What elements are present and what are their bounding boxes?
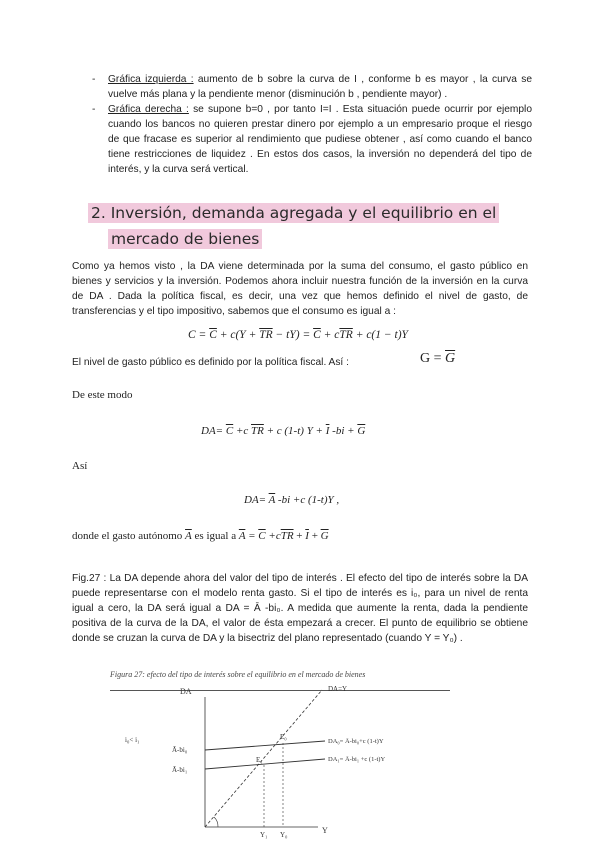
- paragraph-public-spending: El nivel de gasto público es definido por la política fiscal. Así :: [72, 357, 349, 368]
- bullet-dash: -: [92, 74, 96, 85]
- bullet-text: se supone b=0 , por tanto I=I . Esta situación puede ocurrir por ejemplo cuando los bancos no quieren prestar dinero por ejemplo a un empresario proque el riesgo de que fracase es superior al rendimiento que pudiese obtener , así como cuando el banco tiene restricciones de liquidez . En estos dos casos, la inversión no dependerá del tipo de interés, y la curva será vertical.: [108, 104, 532, 175]
- paragraph-intro: Como ya hemos visto , la DA viene determinada por la suma del consumo, el gasto público en bienes y servicios y la inversión. Podemos ahora incluir nuestra función de la inversión en la curva de DA . Dada la política fiscal, es decir, una vez que hemos definido el nivel de gasto, de transferencias y el tipo impositivo, sabemos que el consumo es igual a :: [72, 261, 528, 317]
- y0-tick-label: Y₀: [280, 831, 288, 839]
- equation-consumption: $C = \overline{C} + c(Y + \overline{TR} - tY) = \overline{C} + c\overline{TR} + c(1 - t)Y$: [188, 329, 408, 341]
- x-axis-label: Y: [322, 826, 328, 835]
- angle-arc: [214, 817, 218, 827]
- text-asi: Así: [72, 460, 88, 472]
- da1-label: DA₁= Ā-bi₁ +c (1-t)Y: [328, 756, 386, 763]
- y-axis-label: DA: [180, 687, 192, 696]
- intercept-a1-label: Ā-bi₁: [172, 766, 188, 774]
- equation-da-compact: $DA= \overline{A}$ -bi +c (1-t)Y ,: [244, 494, 340, 506]
- da0-label: DA₀= Ā-bi₀+c (1-t)Y: [328, 738, 384, 745]
- equation-da-expanded: $DA= \overline{C} +c$ $\overline{TR} + c$ (1-t) $Y + \overline{I}$ $-bi + \overline{G}$: [201, 425, 366, 437]
- y1-tick-label: Y₁: [260, 831, 268, 839]
- da1-line: [205, 759, 325, 769]
- paragraph-fig27: Fig.27 : La DA depende ahora del valor del tipo de interés . El efecto del tipo de interés sobre la DA puede representarse con el modelo renta gasto. Si el tipo de interés es i₀, para un nivel de renta igual a cero, la DA será igual a DA = Ā -bi₀. A medida que aumente la renta, dada la pendiente positiva de la curva de la DA, el valor de ésta empezará a crecer. El punto de equilibrio se obtiene donde se cruzan la curva de DA y la bisectriz del plano representado (cuando Y = Y₀) .: [72, 573, 528, 644]
- bullet-title: Gráfica derecha :: [108, 104, 189, 115]
- da-y-label: DA=Y: [328, 685, 348, 693]
- text-gasto-autonomo: donde el gasto autónomo $\overline{A}$ es igual a $\overline{A} = \overline{C} +c\overline{TR} + \overline{I} + \overline{G}$: [72, 530, 329, 542]
- heading-line-1: 2. Inversión, demanda agregada y el equilibrio en el: [88, 203, 499, 223]
- bullet-text: aumento de b sobre la curva de I , conforme b es mayor , la curva se vuelve más plana y la pendiente menor (disminución b , pendiente mayor) .: [108, 74, 532, 100]
- da0-line: [205, 741, 325, 750]
- figure-caption: Figura 27: efecto del tipo de interés sobre el equilibrio en el mercado de bienes: [110, 670, 366, 679]
- da-y-line: [205, 690, 322, 827]
- equilibrium-e0-label: E₀: [280, 733, 287, 741]
- intercept-a0-label: Ā-bi₀: [172, 746, 188, 754]
- equation-government: $G = \overline{G}$: [420, 351, 456, 366]
- interest-label: i₀< i₁: [125, 736, 140, 744]
- equilibrium-e1-label: E₁: [256, 756, 263, 764]
- text-de-este-modo: De este modo: [72, 389, 133, 401]
- bullet-dash: -: [92, 104, 96, 115]
- bullet-title: Gráfica izquierda :: [108, 74, 194, 85]
- heading-line-2: mercado de bienes: [108, 229, 262, 249]
